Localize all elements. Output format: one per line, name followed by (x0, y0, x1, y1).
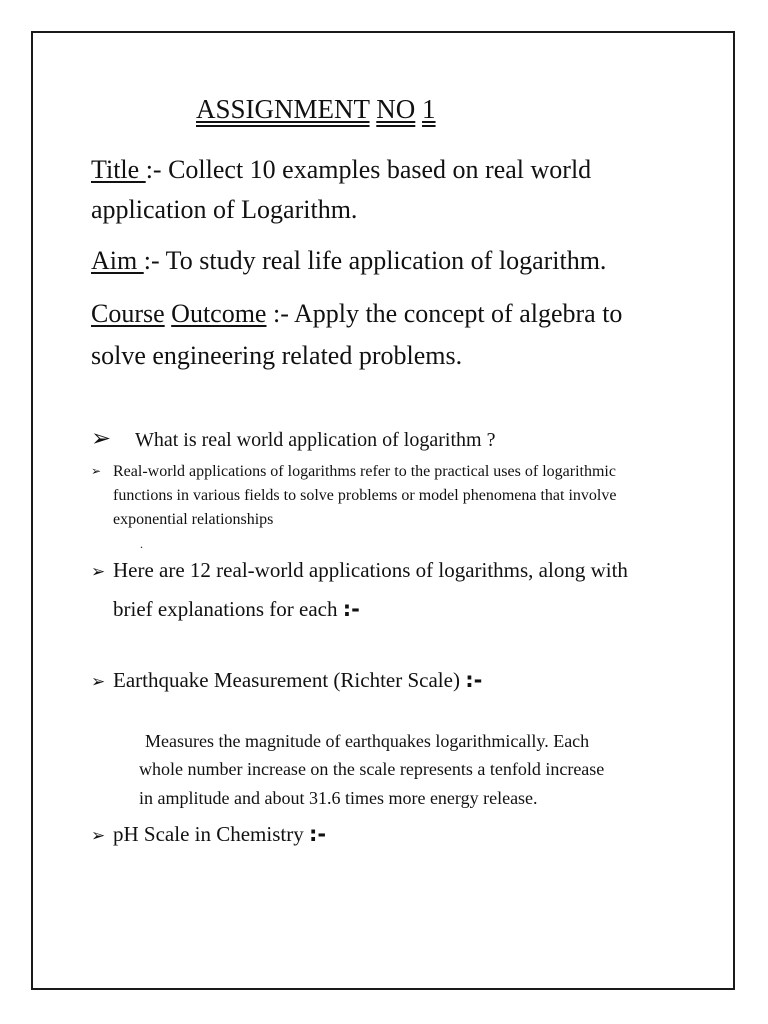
aim-label: Aim (91, 246, 144, 275)
outcome-label: Outcome (171, 299, 267, 328)
question-text: What is real world application of logarithm ? (135, 429, 496, 451)
bullet-arrow-icon: ➢ (91, 826, 106, 846)
bullet-arrow-icon: ➢ (91, 562, 106, 582)
ph-heading (113, 822, 326, 847)
assignment-heading (196, 94, 436, 125)
aim-line (91, 241, 606, 281)
aim-text: To study real life application of logarithm. (159, 246, 607, 275)
course-outcome-line-2: solve engineering related problems. (91, 341, 463, 370)
heading-word-no: NO (376, 94, 416, 124)
title-label: Title (91, 155, 146, 184)
intro-text-2: brief explanations for each (113, 597, 343, 621)
definition-dot: . (140, 537, 143, 551)
aim-separator: :- (143, 246, 160, 275)
title-separator: :- (145, 155, 162, 184)
course-outcome-text-1: Apply the concept of algebra to (288, 299, 623, 328)
definition-line-2: functions in various fields to solve problems or model phenomena that involve (113, 487, 617, 504)
bullet-arrow-icon: ➢ (91, 424, 112, 452)
intro-line-2 (113, 597, 360, 622)
definition-line-1: Real-world applications of logarithms refer to the practical uses of logarithmic (113, 463, 616, 480)
bullet-arrow-icon: ➢ (91, 464, 102, 478)
intro-line-1: Here are 12 real-world applications of logarithms, along with (113, 558, 628, 582)
course-outcome-line-1 (91, 294, 622, 334)
definition-line-3: exponential relationships (113, 511, 274, 528)
earthquake-text-2: whole number increase on the scale represents a tenfold increase (139, 759, 605, 779)
ph-colon: :- (308, 822, 327, 846)
earthquake-text-1: Measures the magnitude of earthquakes logarithmically. Each (145, 731, 590, 751)
bullet-arrow-icon: ➢ (91, 672, 106, 692)
earthquake-text-3: in amplitude and about 31.6 times more energy release. (139, 788, 538, 808)
course-label: Course (91, 299, 165, 328)
heading-word-number: 1 (422, 94, 436, 124)
course-outcome-separator: :- (266, 299, 289, 328)
earthquake-heading (113, 668, 482, 693)
ph-heading-text: pH Scale in Chemistry (113, 822, 309, 846)
earthquake-heading-text: Earthquake Measurement (Richter Scale) (113, 668, 466, 692)
title-line-1 (91, 150, 591, 190)
earthquake-colon: :- (465, 668, 483, 692)
heading-word-assignment: ASSIGNMENT (196, 94, 370, 124)
title-line-2: application of Logarithm. (91, 195, 358, 224)
title-text-1: Collect 10 examples based on real world (161, 155, 592, 184)
intro-colon: :- (342, 597, 360, 621)
